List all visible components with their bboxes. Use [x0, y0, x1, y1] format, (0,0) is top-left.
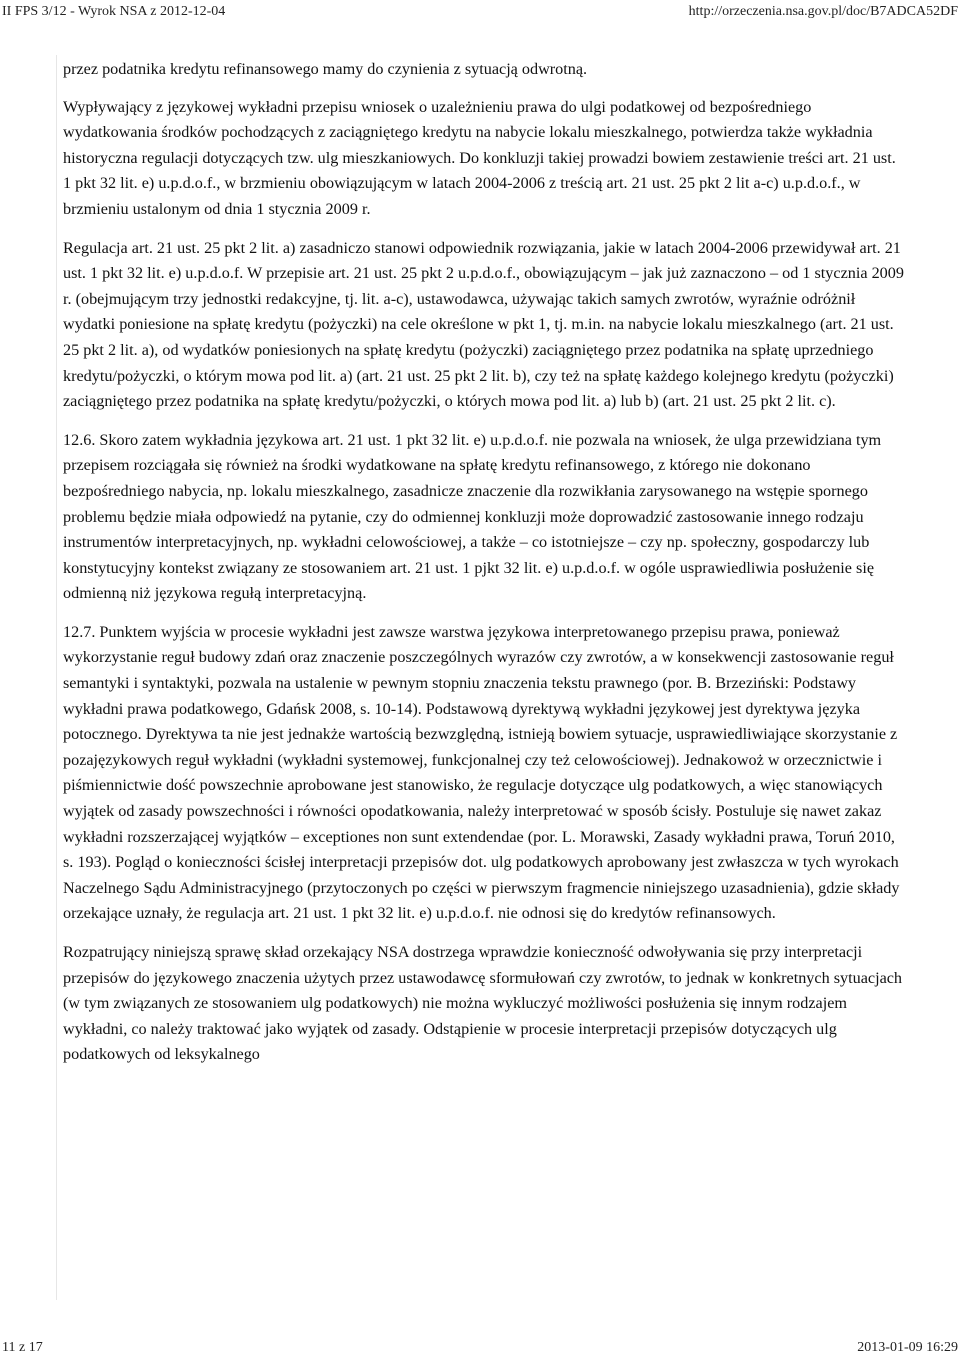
paragraph-historical-interpretation: Wypływający z językowej wykładni przepisu wniosek o uzależnieniu prawa do ulgi podatkowej od bezpośredniego wydatkowania środków pochodzących z zaciągniętego kredytu na nabycie lokalu mieszkalnego, potwierdza także wykładnia historyczna regulacji dotyczących tzw. ulg mieszkaniowych. Do konkluzji takiej prowadzi bowiem zestawienie treści art. 21 ust. 1 pkt 32 lit. e) u.p.d.o.f., w brzmieniu obowiązującym w latach 2004-2006 z treścią art. 21 ust. 25 pkt 2 lit a-c) u.p.d.o.f., w brzmieniu ustalonym od dnia 1 stycznia 2009 r. [63, 97, 896, 218]
page-counter: 11 z 17 [2, 1340, 43, 1355]
paragraph-regulation-art-21: Regulacja art. 21 ust. 25 pkt 2 lit. a) zasadniczo stanowi odpowiednik rozwiązania, jakie w latach 2004-2006 przewidywał art. 21 ust. 1 pkt 32 lit. e) u.p.d.o.f. W przepisie art. 21 ust. 25 pkt 2 u.p.d.o.f., obowiązującym – jak już zaznaczono – od 1 stycznia 2009 r. (obejmującym trzy jednostki redakcyjne, tj. lit. a-c), ustawodawca, używając takich samych zwrotów, wyraźnie odróżnił wydatki poniesione na spłatę kredytu (pożyczki) na cele określone w pkt 1, tj. m.in. na nabycie lokalu mieszkalnego (art. 21 ust. 25 pkt 2 lit. a), od wydatków poniesionych na spłatę kredytu (pożyczki) zaciągniętego przez podatnika na spłatę uprzedniego kredytu/pożyczki, o którym mowa pod lit. a) (art. 21 ust. 25 pkt 2 lit. b), czy też na spłatę każdego kolejnego kredytu (pożyczki) zaciągniętego przez podatnika na spłatę kredytu/pożyczki, o których mowa pod lit. a) lub b) (art. 21 ust. 25 pkt 2 lit. c). [63, 238, 904, 411]
print-footer [0, 1336, 960, 1357]
paragraph-12-7: 12.7. Punktem wyjścia w procesie wykładni jest zawsze warstwa językowa interpretowanego przepisu prawa, ponieważ wykorzystanie reguł budowy zdań oraz znaczenie poszczególnych wyrazów czy zwrotów, a w konsekwencji zastosowanie reguł semantyki i syntaktyki, pozwala na ustalenie w pewnym stopniu znaczenia tekstu prawnego (por. B. Brzeziński: Podstawy wykładni prawa podatkowego, Gdańsk 2008, s. 10-14). Podstawową dyrektywą wykładni językowej jest dyrektywa języka potocznego. Dyrektywa ta nie jest jednakże wartością bezwzględną, istnieją bowiem sytuacje, usprawiedliwiające skorzystanie z pozajęzykowych reguł wykładni (wykładni systemowej, funkcjonalnej czy też celowościowej). Jednakowoż w orzecznictwie i piśmiennictwie dość powszechnie aprobowane jest stanowisko, że regulacje dotyczące ulg podatkowych, a więc stanowiących wyjątek od zasady powszechności i równości opodatkowania, należy interpretować w sposób ścisły. Postuluje się nawet zakaz wykładni rozszerzającej wyjątków – exceptiones non sunt extendendae (por. L. Morawski, Zasady wykładni prawa, Toruń 2010, s. 193). Pogląd o konieczności ścisłej interpretacji przepisów dot. ulg podatkowych aprobowany jest zwłaszcza w tych wyrokach Naczelnego Sądu Administracyjnego (przytoczonych po części w pierwszym fragmencie niniejszego uzasadnienia), gdzie składy orzekające uznały, że regulacja art. 21 ust. 1 pkt 32 lit. e) u.p.d.o.f. nie odnosi się do kredytów refinansowych. [63, 622, 900, 923]
print-timestamp: 2013-01-09 16:29 [857, 1340, 958, 1355]
paragraph-continuation: przez podatnika kredytu refinansowego mamy do czynienia z sytuacją odwrotną. [63, 60, 588, 78]
paragraph-nsa-position: Rozpatrujący niniejszą sprawę skład orzekający NSA dostrzega wprawdzie konieczność odwoływania się przy interpretacji przepisów do językowego znaczenia użytych przez ustawodawcę sformułowań czy zwrotów, to jednak w konkretnych sytuacjach (w tym związanych ze stosowaniem ulg podatkowych) nie można wykluczyć możliwości posłużenia się innym rodzajem wykładni, co należy traktować jako wyjątek od zasady. Odstąpienie w procesie interpretacji przepisów dotyczących ulg podatkowych od leksykalnego [63, 943, 903, 1064]
document-url: http://orzeczenia.nsa.gov.pl/doc/B7ADCA52DF [688, 4, 958, 19]
print-header [0, 0, 960, 24]
paragraph-12-6: 12.6. Skoro zatem wykładnia językowa art. 21 ust. 1 pkt 32 lit. e) u.p.d.o.f. nie pozwala na wniosek, że ulga przewidziana tym przepisem rozciągała się również na środki wydatkowane na spłatę kredytu refinansowego, z którego nie dokonano bezpośredniego nabycia, np. lokalu mieszkalnego, zasadnicze znaczenie dla rozwikłania zarysowanego na wstępie spornego problemu będzie miała odpowiedź na pytanie, czy do odmiennej konkluzji może doprowadzić zastosowanie innego rodzaju instrumentów interpretacyjnych, np. wykładni celowościowej, a także – co istotniejsze – czy np. społeczny, gospodarczy lub konstytucyjny kontekst związany ze stosowaniem art. 21 ust. 1 pjkt 32 lit. e) u.p.d.o.f. w ogóle usprawiedliwia posłużenie się odmienną niż językowa regułą interpretacyjną. [63, 430, 882, 603]
document-body [63, 57, 905, 1081]
document-title: II FPS 3/12 - Wyrok NSA z 2012-12-04 [2, 4, 226, 19]
